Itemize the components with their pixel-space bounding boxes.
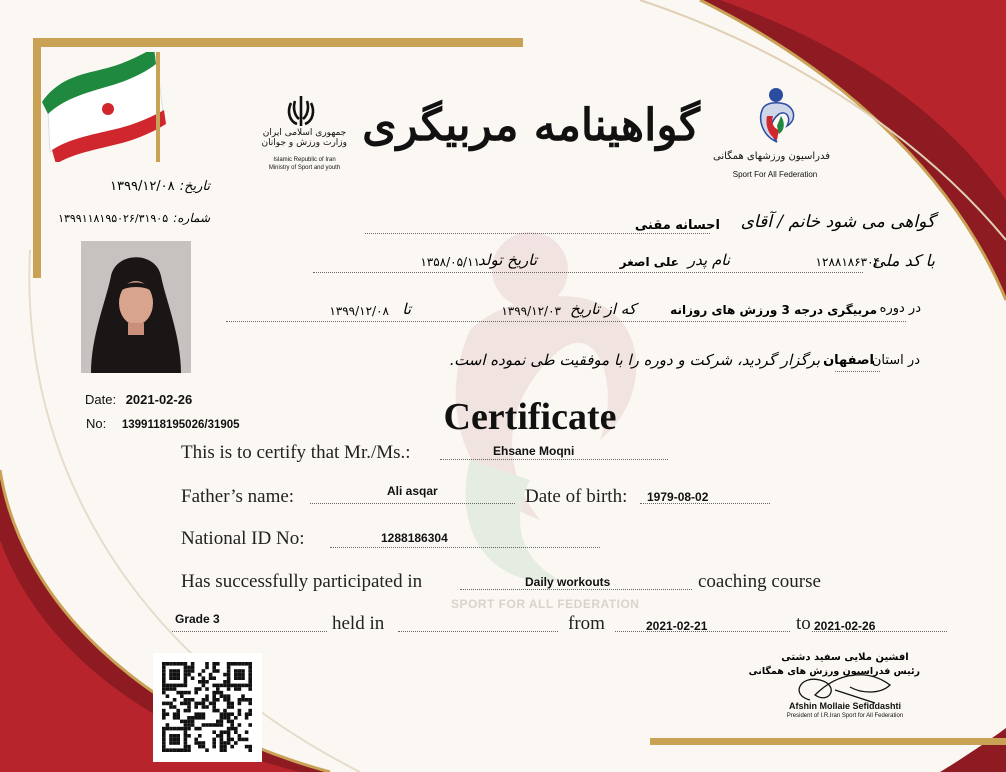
to-label: to: [796, 613, 811, 634]
qr-code: [153, 653, 262, 762]
nid-label: National ID No:: [181, 528, 305, 549]
dob-value: 1979-08-02: [647, 490, 709, 504]
iran-flag-icon: [38, 52, 173, 162]
ministry-emblem-icon: [283, 93, 319, 129]
name-value: Ehsane Moqni: [493, 444, 575, 458]
federation-logo-icon: [755, 86, 797, 148]
dob-label: Date of birth:: [525, 486, 628, 507]
ministry-name-en: Islamic Republic of Iran Ministry of Sport and youth: [268, 157, 341, 171]
participated-label: Has successfully participated in: [181, 571, 423, 592]
number-fa: شماره: ۱۳۹۹۱۱۸۱۹۵۰۲۶/۳۱۹۰۵: [58, 211, 210, 225]
signatory-title-en: President of I.R.Iran Sport for All Federation: [786, 713, 904, 719]
certificate-heading: Certificate: [443, 396, 617, 438]
certificate-title-fa: گواهینامه مربیگری: [362, 100, 700, 151]
signatory-title-fa: رئیس فدراسیون ورزش های همگانی: [748, 666, 920, 677]
ministry-name-fa: جمهوری اسلامی ایران وزارت ورزش و جوانان: [261, 128, 347, 148]
watermark-text: SPORT FOR ALL FEDERATION: [451, 597, 640, 611]
to-date: 2021-02-26: [814, 619, 876, 633]
date-en: Date: 2021-02-26: [85, 392, 193, 407]
signatory-name-fa: افشین ملایی سفید دشتی: [781, 652, 909, 663]
course-value: Daily workouts: [525, 575, 611, 589]
certificate: جمهوری اسلامی ایران وزارت ورزش و جوانان Islamic Republic of Iran Ministry of Sport and youth گواهینامه مربیگری فدراسیون ورزشهای همگانی Sport For All Federation تاریخ: ۱۳۹۹/۱۲/۰۸ شماره: ۱۳۹۹۱۱۸۱۹۵۰۲۶/۳۱۹۰۵ Date: 2021-02-26 No: 1399118195026/31905 گواهی می شود خانم / آقای احسانه مقنی با کد ملی ۱۲۸۸۱۸۶۳۰۴ نام پدر علی اصغر تاریخ تولد ۱۳۵۸/۰۵/۱۱ در دوره مربیگری درجه 3 ورزش های روزانه که از تاریخ ۱۳۹۹/۱۲/۰۳ تا ۱۳۹۹/۱۲/۰۸ در استان اصفهان برگزار گردید، شرکت و دوره را با موفقیت طی نموده است. Certificate This is to certify that Mr./Ms.: Ehsane Moqni Father’s name: Ali asqar Date of birth: 1979-08-02 National ID No: 1288186304 Has successfully participated in Daily workouts coaching course SPORT FOR ALL FEDERATION Grade 3 held in from 2021-02-21 to 2021-02-26 افشین ملایی سفید دشتی رئیس فدراسیون ورزش های همگانی Afshin Mollaie Sefiddashti President of I.R.Iran Sport for All Federation: [0, 0, 1006, 772]
certify-label: This is to certify that Mr./Ms.:: [181, 442, 411, 463]
held-label: held in: [332, 613, 385, 634]
from-date: 2021-02-21: [646, 619, 708, 633]
profile-photo: [81, 241, 191, 373]
number-en: No: 1399118195026/31905: [86, 416, 240, 431]
federation-name-en: Sport For All Federation: [732, 170, 818, 179]
father-label: Father’s name:: [181, 486, 295, 507]
from-label: from: [568, 613, 605, 634]
grade-value: Grade 3: [175, 612, 220, 626]
coaching-label: coaching course: [698, 571, 821, 592]
federation-name-fa: فدراسیون ورزشهای همگانی: [713, 151, 830, 162]
signatory-name-en: Afshin Mollaie Sefiddashti: [788, 701, 901, 711]
nid-value: 1288186304: [381, 531, 448, 545]
date-fa: تاریخ: ۱۳۹۹/۱۲/۰۸: [110, 179, 210, 194]
father-value: Ali asqar: [387, 484, 438, 498]
